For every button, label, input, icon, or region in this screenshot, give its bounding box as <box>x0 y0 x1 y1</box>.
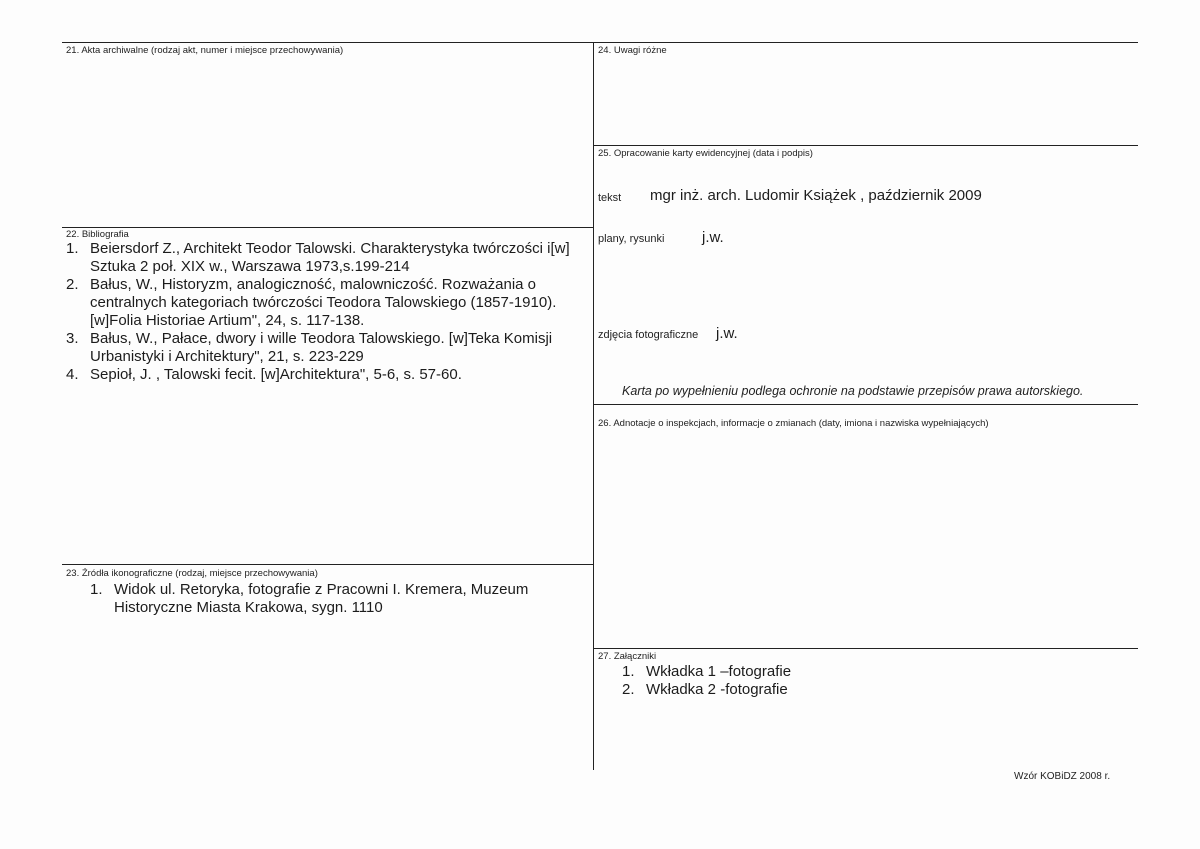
top-border <box>62 42 1138 43</box>
section-22-label: 22. Bibliografia <box>66 229 129 240</box>
zdjecia-value: j.w. <box>716 325 738 342</box>
list-item: 2. Bałus, W., Historyzm, analogiczność, malowniczość. Rozważania o centralnych kategoriach twórczości Teodora Talowskiego (1857-1910).[w]Folia Historiae Artium", 24, s. 117-138. <box>66 276 557 329</box>
copyright-note: Karta po wypełnieniu podlega ochronie na podstawie przepisów prawa autorskiego. <box>622 384 1084 398</box>
footer-template-note: Wzór KOBiDZ 2008 r. <box>1014 771 1111 782</box>
section-27-label: 27. Załączniki <box>598 651 657 662</box>
divider-26-27 <box>593 648 1138 649</box>
divider-21-22 <box>62 227 593 228</box>
list-item: 1. Beiersdorf Z., Architekt Teodor Talowski. Charakterystyka twórczości i[w] Sztuka 2 poł. XIX w., Warszawa 1973,s.199-214 <box>66 240 570 275</box>
list-item: 3. Bałus, W., Pałace, dwory i wille Teodora Talowskiego. [w]Teka Komisji Urbanistyki i Architektury", 21, s. 223-229 <box>66 330 553 365</box>
divider-22-23 <box>62 564 593 565</box>
bibliography-list <box>66 240 576 384</box>
plany-label: plany, rysunki <box>598 233 665 245</box>
zdjecia-label: zdjęcia fotograficzne <box>598 329 699 341</box>
attachments-list <box>622 663 922 699</box>
list-item: 2. Wkładka 2 -fotografie <box>622 681 788 698</box>
divider-24-25 <box>593 145 1138 146</box>
list-item: 1. Widok ul. Retoryka, fotografie z Pracowni I. Kremera, Muzeum Historyczne Miasta Krakowa, sygn. 1110 <box>90 581 529 616</box>
tekst-value: mgr inż. arch. Ludomir Książek , październik 2009 <box>650 187 982 204</box>
section-26-label: 26. Adnotacje o inspekcjach, informacje o zmianach (daty, imiona i nazwiska wypełniających) <box>598 418 989 429</box>
divider-25-26 <box>593 404 1138 405</box>
section-23-label: 23. Źródła ikonograficzne (rodzaj, miejsce przechowywania) <box>66 568 318 579</box>
plany-value: j.w. <box>702 229 724 246</box>
list-item: 1. Wkładka 1 –fotografie <box>622 663 792 680</box>
tekst-label: tekst <box>598 192 622 204</box>
section-25-label: 25. Opracowanie karty ewidencyjnej (data i podpis) <box>598 148 813 159</box>
iconography-list <box>90 581 570 617</box>
section-24-label: 24. Uwagi różne <box>598 45 667 56</box>
section-21-label: 21. Akta archiwalne (rodzaj akt, numer i miejsce przechowywania) <box>66 45 344 56</box>
center-divider <box>593 42 594 770</box>
list-item: 4. Sepioł, J. , Talowski fecit. [w]Architektura", 5-6, s. 57-60. <box>66 366 462 383</box>
